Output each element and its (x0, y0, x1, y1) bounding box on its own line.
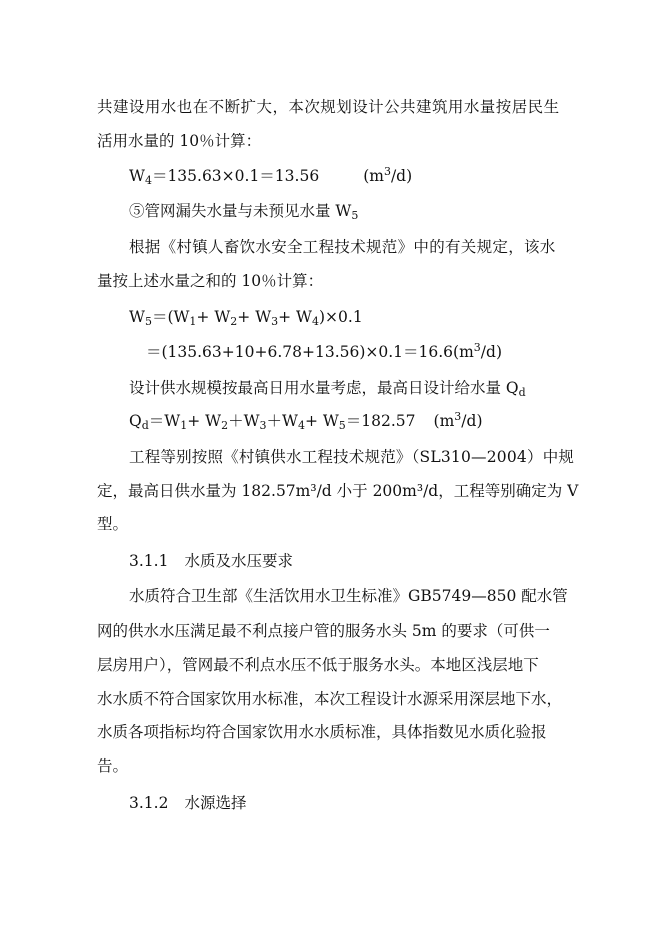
equation-w5: $W_5=(W_1+ W_2+ W_3+ W_4)\times 0.1$ (129, 308, 363, 328)
paragraph-4-line-3: 型。 (97, 515, 129, 533)
section-heading-3-1-1 (129, 550, 293, 572)
paragraph-2-line-1: 根据《村镇人畜饮水安全工程技术规范》中的有关规定，该水 (129, 238, 556, 256)
item-5-heading: ⑤管网漏失水量与未预见水量 $W_5$ (129, 202, 359, 222)
section-title: 水源选择 (184, 794, 247, 812)
equation-qd: $Q_d=W_1+ W_2+W_3+W_4+ W_5=182.57$ $(m^3/d)$ (129, 410, 483, 432)
paragraph-5-line-4: 水水质不符合国家饮用水标准，本次工程设计水源采用深层地下水， (97, 690, 563, 708)
paragraph-2-line-2: 量按上述水量之和的 10％计算： (97, 272, 324, 290)
paragraph-5-line-6: 告。 (97, 757, 129, 775)
paragraph-4-line-1: 工程等别按照《村镇供水工程技术规范》（SL310—2004）中规 (129, 448, 575, 466)
paragraph-3: 设计供水规模按最高日用水量考虑，最高日设计给水量 $Q_d$ (129, 379, 526, 399)
paragraph-5-line-5: 水质各项指标均符合国家饮用水水质标准，具体指数见水质化验报 (97, 723, 547, 741)
section-title: 水质及水压要求 (184, 552, 293, 570)
paragraph-5-line-3: 层房用户），管网最不利点水压不低于服务水头。本地区浅层地下 (97, 656, 539, 674)
equation-w5-value: $=(135.63+10+6.78+13.56)\times 0.1=16.6(m^3/d)$ (146, 341, 502, 361)
section-number: 3.1.2 (129, 794, 169, 812)
equation-w4: $W_4=135.63\times 0.1=13.56$ $(m^3/d)$ (129, 165, 413, 187)
section-heading-3-1-2 (129, 792, 246, 814)
paragraph-5-line-1: 水质符合卫生部《生活饮用水卫生标准》GB5749—850 配水管 (129, 587, 568, 605)
paragraph-1-line-1: 共建设用水也在不断扩大，本次规划设计公共建筑用水量按居民生 (97, 98, 560, 116)
paragraph-4-line-2: 定，最高日供水量为 182.57m³/d 小于 200m³/d，工程等别确定为 V (97, 482, 579, 500)
paragraph-5-line-2: 网的供水水压满足最不利点接户管的服务水头 5m 的要求（可供一 (97, 622, 550, 640)
section-number: 3.1.1 (129, 552, 169, 570)
paragraph-1-line-2: 活用水量的 10％计算： (97, 132, 262, 150)
